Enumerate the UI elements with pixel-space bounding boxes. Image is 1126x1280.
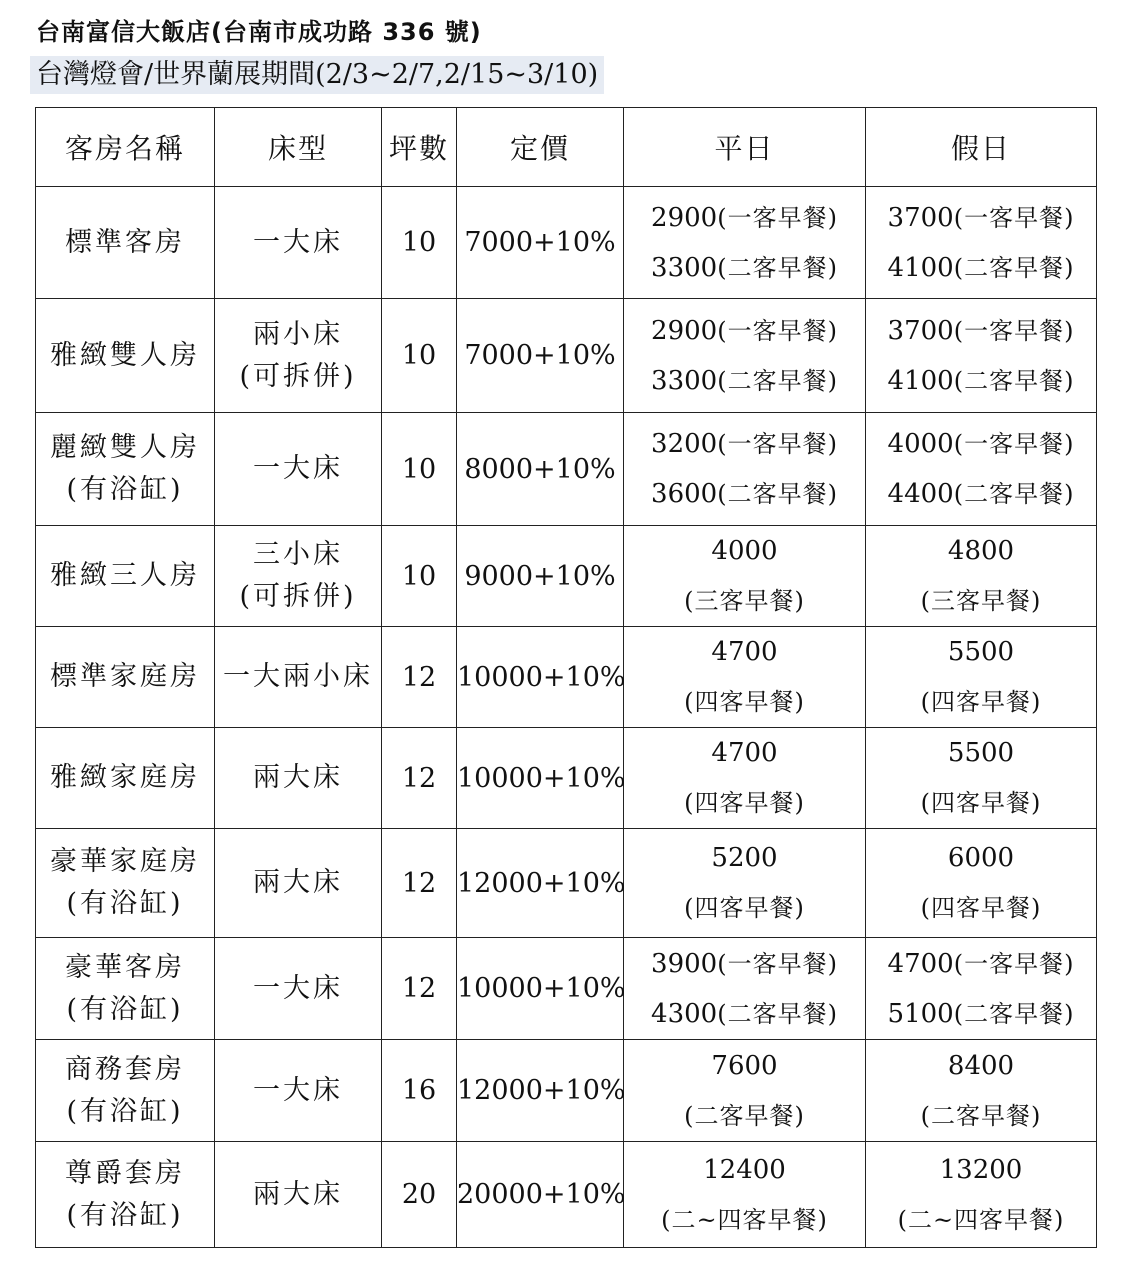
room-name-cell-line: 雅緻三人房 [50, 560, 200, 591]
room-name-cell-line: (有浴缸) [66, 888, 184, 919]
table-row [36, 627, 1097, 728]
price-line [624, 1091, 865, 1141]
price-value: 3300 [651, 365, 718, 396]
bed-type-cell [215, 299, 382, 413]
price-line [866, 778, 1096, 828]
breakfast-note: (四客早餐) [684, 688, 805, 716]
breakfast-note: (一客早餐) [953, 430, 1075, 458]
size-cell: 10 [382, 526, 457, 627]
bed-type-cell-line: 兩大床 [253, 762, 343, 793]
room-name-cell-line: 豪華客房 [65, 951, 185, 983]
room-name-cell-line: 雅緻雙人房 [50, 339, 200, 371]
list-price-cell: 10000+10% [457, 627, 624, 728]
breakfast-note: (一客早餐) [953, 203, 1075, 232]
bed-type-cell-line: 一大床 [253, 226, 343, 258]
list-price-cell: 8000+10% [457, 413, 624, 526]
price-value: 2900 [651, 315, 718, 346]
size-cell: 16 [382, 1040, 457, 1142]
breakfast-note: (一客早餐) [717, 949, 838, 978]
price-line [624, 419, 865, 469]
bed-type-cell [215, 1040, 382, 1142]
weekday-price-cell [624, 526, 866, 627]
price-line [624, 627, 865, 677]
size-cell: 12 [382, 728, 457, 829]
bed-type-cell-line: 一大床 [253, 972, 343, 1004]
weekday-price-cell [624, 1142, 866, 1248]
room-name-cell-line: 雅緻家庭房 [50, 762, 200, 793]
room-name-cell [36, 728, 215, 829]
weekend-price-cell [866, 1142, 1097, 1248]
rate-table [35, 107, 1097, 1248]
list-price-cell: 7000+10% [457, 299, 624, 413]
price-line [624, 883, 865, 933]
bed-type-cell [215, 413, 382, 526]
breakfast-note: (四客早餐) [684, 894, 805, 922]
price-line [866, 728, 1096, 778]
room-name-cell-line: (有浴缸) [66, 1095, 184, 1127]
weekend-price-cell [866, 627, 1097, 728]
price-line [624, 1195, 865, 1245]
price-value: 4400 [887, 479, 954, 509]
breakfast-note: (二客早餐) [920, 1101, 1042, 1130]
breakfast-note: (三客早餐) [684, 587, 805, 615]
price-value: 4800 [947, 536, 1015, 566]
breakfast-note: (一客早餐) [717, 316, 838, 345]
price-line [624, 1145, 865, 1195]
price-line [866, 1041, 1096, 1091]
breakfast-note: (一客早餐) [953, 949, 1075, 978]
weekday-price-cell [624, 627, 866, 728]
price-value: 3700 [887, 202, 954, 233]
weekday-price-cell [624, 1040, 866, 1142]
weekend-price-cell [866, 728, 1097, 829]
room-name-cell-line: 商務套房 [65, 1053, 185, 1085]
table-row [36, 526, 1097, 627]
breakfast-note: (一客早餐) [953, 316, 1075, 345]
weekend-price-cell [866, 1040, 1097, 1142]
breakfast-note: (二~四客早餐) [661, 1205, 828, 1234]
weekday-price-cell [624, 728, 866, 829]
list-price-cell: 7000+10% [457, 187, 624, 299]
weekday-price-cell [624, 829, 866, 938]
bed-type-cell-line: 一大床 [253, 453, 343, 484]
weekday-price-cell [624, 938, 866, 1040]
breakfast-note: (一客早餐) [717, 430, 838, 458]
col-header-weekend: 假日 [866, 108, 1097, 187]
breakfast-note: (二客早餐) [953, 480, 1075, 508]
room-name-cell [36, 938, 215, 1040]
price-line [624, 833, 865, 883]
room-name-cell [36, 299, 215, 413]
bed-type-cell [215, 728, 382, 829]
price-line [866, 677, 1096, 727]
price-line [624, 469, 865, 519]
room-name-cell-line: 麗緻雙人房 [50, 432, 200, 463]
room-name-cell [36, 1040, 215, 1142]
col-header-list-price: 定價 [457, 108, 624, 187]
room-name-cell [36, 526, 215, 627]
price-value: 4000 [711, 536, 778, 566]
price-value: 3700 [887, 315, 954, 346]
price-line [866, 576, 1096, 626]
price-line [624, 306, 865, 356]
price-value: 7600 [711, 1050, 778, 1081]
list-price-cell: 10000+10% [457, 728, 624, 829]
bed-type-cell-line: 三小床 [253, 539, 343, 570]
weekend-price-cell [866, 829, 1097, 938]
price-line [866, 939, 1096, 989]
bed-type-cell-line: 兩小床 [253, 318, 343, 350]
size-cell: 12 [382, 938, 457, 1040]
bed-type-cell [215, 526, 382, 627]
breakfast-note: (二客早餐) [684, 1101, 805, 1130]
table-row [36, 938, 1097, 1040]
col-header-size: 坪數 [382, 108, 457, 187]
price-line [624, 989, 865, 1039]
size-cell: 10 [382, 187, 457, 299]
room-name-cell [36, 627, 215, 728]
price-value: 6000 [947, 843, 1015, 873]
bed-type-cell-line: 兩大床 [253, 1178, 343, 1210]
list-price-cell: 12000+10% [457, 829, 624, 938]
price-line [624, 356, 865, 406]
breakfast-note: (三客早餐) [920, 587, 1042, 615]
breakfast-note: (四客早餐) [920, 894, 1042, 922]
breakfast-note: (四客早餐) [920, 789, 1042, 817]
price-value: 3200 [651, 429, 718, 459]
price-line [866, 833, 1096, 883]
price-value: 3600 [651, 479, 718, 509]
hotel-title: 台南富信大飯店(台南市成功路 336 號) [36, 18, 482, 46]
list-price-cell: 20000+10% [457, 1142, 624, 1248]
price-line [866, 526, 1096, 576]
weekday-price-cell [624, 299, 866, 413]
table-row [36, 413, 1097, 526]
table-row [36, 728, 1097, 829]
bed-type-cell-line: 一大兩小床 [223, 661, 373, 692]
table-header-row [36, 108, 1097, 187]
price-value: 4700 [711, 738, 778, 768]
price-value: 8400 [947, 1050, 1015, 1081]
price-value: 5200 [711, 843, 778, 873]
price-value: 4100 [887, 252, 954, 283]
bed-type-cell [215, 938, 382, 1040]
price-line [624, 1041, 865, 1091]
bed-type-cell [215, 1142, 382, 1248]
bed-type-cell [215, 829, 382, 938]
price-line [624, 243, 865, 293]
price-line [866, 1145, 1096, 1195]
table-row [36, 299, 1097, 413]
room-name-cell-line: 豪華家庭房 [50, 846, 200, 877]
price-line [866, 989, 1096, 1039]
weekend-price-cell [866, 526, 1097, 627]
room-name-cell [36, 829, 215, 938]
size-cell: 10 [382, 413, 457, 526]
price-line [866, 306, 1096, 356]
table-row [36, 1040, 1097, 1142]
price-value: 4700 [711, 637, 778, 667]
size-cell: 12 [382, 627, 457, 728]
weekday-price-cell [624, 413, 866, 526]
breakfast-note: (二客早餐) [717, 253, 838, 282]
size-cell: 12 [382, 829, 457, 938]
size-cell: 20 [382, 1142, 457, 1248]
price-value: 3300 [651, 252, 718, 283]
price-value: 12400 [703, 1154, 786, 1185]
price-line [866, 243, 1096, 293]
breakfast-note: (四客早餐) [920, 688, 1042, 716]
col-header-bed-type: 床型 [215, 108, 382, 187]
list-price-cell: 10000+10% [457, 938, 624, 1040]
price-line [624, 677, 865, 727]
price-line [624, 193, 865, 243]
col-header-weekday: 平日 [624, 108, 866, 187]
price-line [866, 627, 1096, 677]
weekend-price-cell [866, 187, 1097, 299]
price-line [866, 419, 1096, 469]
breakfast-note: (二客早餐) [717, 480, 838, 508]
room-name-cell-line: 標準客房 [65, 226, 185, 258]
breakfast-note: (二客早餐) [953, 366, 1075, 395]
price-line [866, 356, 1096, 406]
price-value: 2900 [651, 202, 718, 233]
breakfast-note: (一客早餐) [717, 203, 838, 232]
price-value: 5100 [887, 998, 954, 1029]
breakfast-note: (二客早餐) [953, 253, 1075, 282]
weekend-price-cell [866, 299, 1097, 413]
breakfast-note: (二客早餐) [953, 999, 1075, 1028]
bed-type-cell [215, 627, 382, 728]
table-row [36, 187, 1097, 299]
weekday-price-cell [624, 187, 866, 299]
bed-type-cell-line: (可拆併) [239, 360, 357, 392]
room-name-cell [36, 1142, 215, 1248]
breakfast-note: (二客早餐) [717, 999, 838, 1028]
bed-type-cell-line: (可拆併) [239, 581, 357, 612]
table-row [36, 829, 1097, 938]
room-name-cell-line: (有浴缸) [66, 993, 184, 1025]
period-subtitle: 台灣燈會/世界蘭展期間(2/3~2/7,2/15~3/10) [30, 56, 604, 94]
col-header-room-name: 客房名稱 [36, 108, 215, 187]
list-price-cell: 9000+10% [457, 526, 624, 627]
price-line [866, 469, 1096, 519]
price-value: 5500 [947, 637, 1015, 667]
price-line [624, 939, 865, 989]
table-row [36, 1142, 1097, 1248]
weekend-price-cell [866, 413, 1097, 526]
price-line [624, 526, 865, 576]
price-line [624, 778, 865, 828]
size-cell: 10 [382, 299, 457, 413]
price-value: 4000 [887, 429, 954, 459]
bed-type-cell-line: 一大床 [253, 1074, 343, 1106]
bed-type-cell [215, 187, 382, 299]
weekend-price-cell [866, 938, 1097, 1040]
room-name-cell-line: 標準家庭房 [50, 661, 200, 692]
room-name-cell-line: (有浴缸) [66, 474, 184, 505]
rate-table-body [36, 187, 1097, 1248]
room-name-cell [36, 187, 215, 299]
price-value: 5500 [947, 738, 1015, 768]
price-line [866, 1091, 1096, 1141]
room-name-cell-line: 尊爵套房 [65, 1157, 185, 1189]
price-value: 4300 [651, 998, 718, 1029]
price-line [866, 883, 1096, 933]
price-value: 4700 [887, 948, 954, 979]
list-price-cell: 12000+10% [457, 1040, 624, 1142]
price-line [624, 728, 865, 778]
price-line [866, 1195, 1096, 1245]
bed-type-cell-line: 兩大床 [253, 867, 343, 898]
price-value: 3900 [651, 948, 718, 979]
price-line [624, 576, 865, 626]
breakfast-note: (二客早餐) [717, 366, 838, 395]
breakfast-note: (二~四客早餐) [897, 1205, 1065, 1234]
breakfast-note: (四客早餐) [684, 789, 805, 817]
room-name-cell [36, 413, 215, 526]
price-line [866, 193, 1096, 243]
price-value: 13200 [939, 1154, 1023, 1185]
room-name-cell-line: (有浴缸) [66, 1199, 184, 1231]
price-value: 4100 [887, 365, 954, 396]
